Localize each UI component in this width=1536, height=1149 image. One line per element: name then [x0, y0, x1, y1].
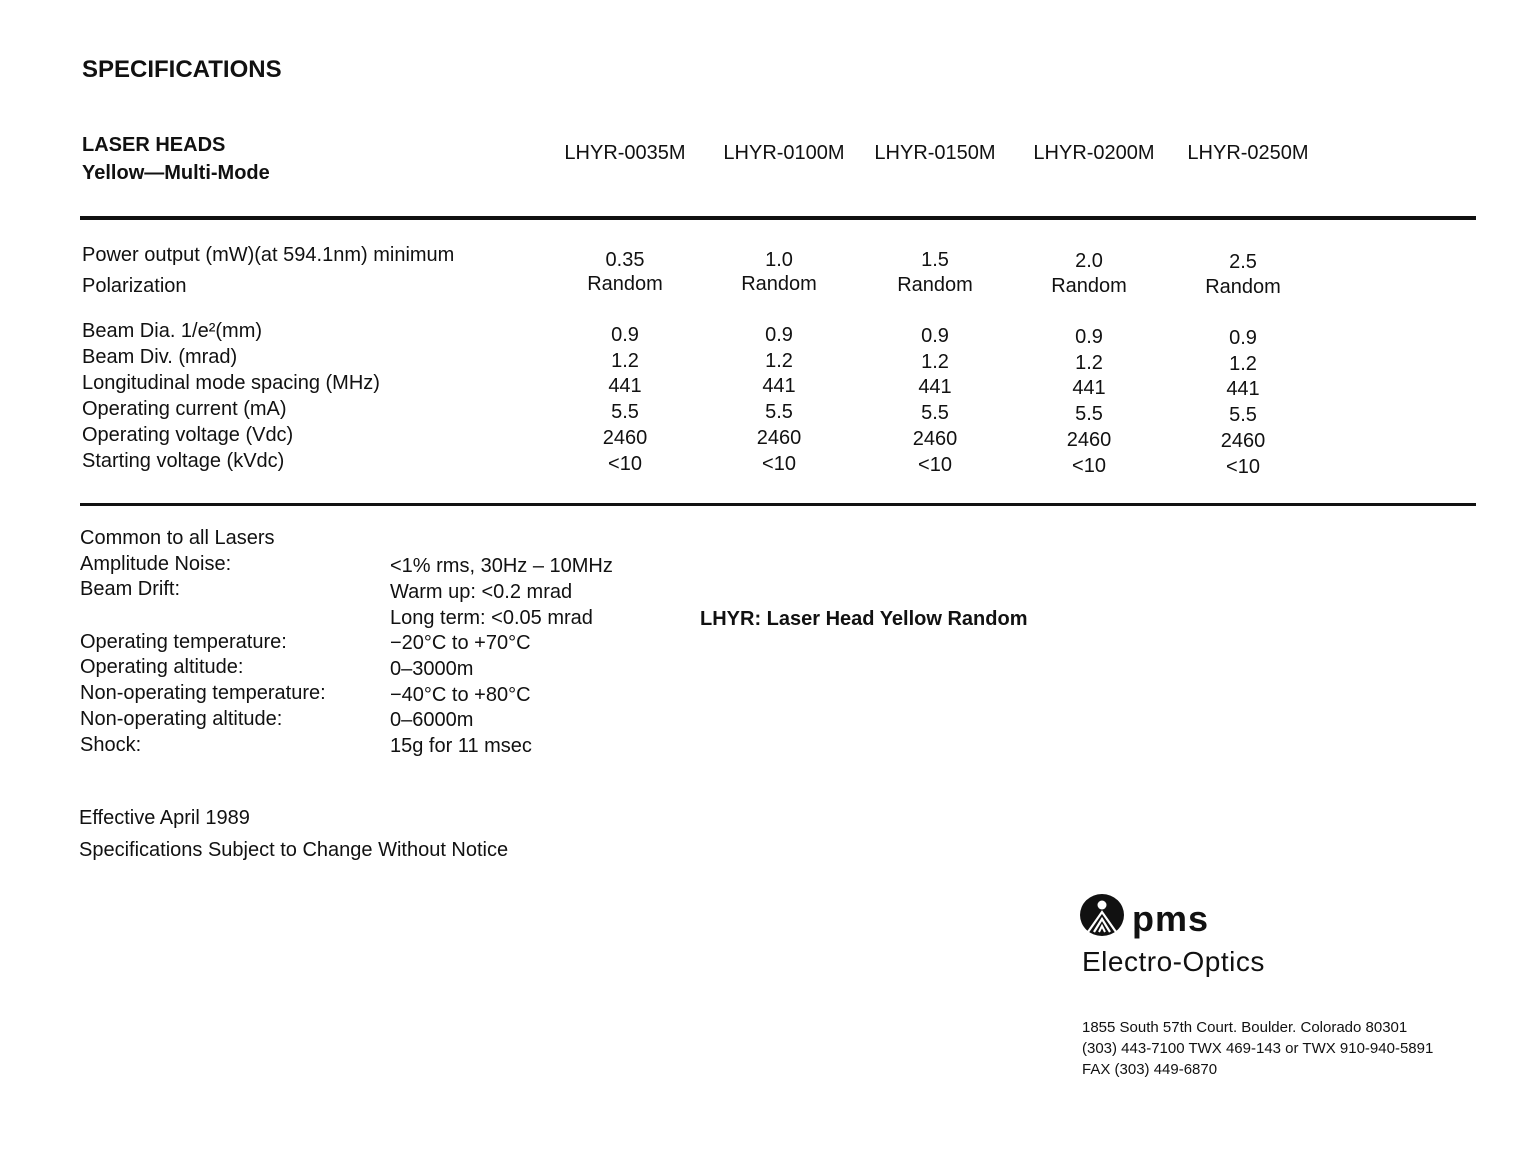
spec-row-label: Power output (mW)(at 594.1nm) minimum: [82, 244, 455, 266]
spec-cell: 2.0: [1075, 250, 1103, 272]
spec-cell: Random: [1051, 275, 1127, 297]
spec-row-label: Beam Div. (mrad): [82, 346, 238, 368]
spec-cell: 5.5: [921, 402, 949, 424]
spec-cell: Random: [897, 274, 973, 296]
spec-cell: 5.5: [611, 401, 639, 423]
spec-cell: <10: [608, 453, 642, 475]
spec-cell: 0.9: [921, 325, 949, 347]
spec-row-label: Operating current (mA): [82, 398, 287, 420]
spec-cell: 1.2: [1075, 352, 1103, 374]
model-header: LHYR-0100M: [723, 142, 845, 164]
company-name: pms: [1132, 898, 1210, 939]
spec-cell: Random: [587, 273, 663, 295]
spec-cell: 5.5: [1229, 404, 1257, 426]
spec-cell: <10: [918, 454, 952, 476]
change-notice: Specifications Subject to Change Without Notice: [79, 839, 509, 861]
company-division: Electro-Optics: [1082, 946, 1265, 977]
spec-cell: <10: [1072, 455, 1106, 477]
common-label: Amplitude Noise:: [80, 553, 232, 575]
common-label: Operating temperature:: [80, 631, 287, 653]
spec-row-label: Beam Dia. 1/e²(mm): [82, 320, 263, 342]
spec-cell: 1.2: [921, 351, 949, 373]
address-line: FAX (303) 449-6870: [1082, 1061, 1218, 1078]
spec-cell: <10: [1226, 456, 1260, 478]
laser-heads-subtitle: Yellow—Multi-Mode: [82, 162, 270, 184]
spec-cell: 441: [1226, 378, 1260, 400]
common-value: <1% rms, 30Hz – 10MHz: [390, 555, 613, 577]
spec-row-label: Longitudinal mode spacing (MHz): [82, 372, 380, 394]
spec-cell: 0.35: [605, 249, 645, 271]
spec-cell: 441: [762, 375, 796, 397]
spec-cell: 2460: [1066, 429, 1112, 451]
model-header: LHYR-0250M: [1187, 142, 1309, 164]
spec-cell: 1.2: [765, 350, 793, 372]
model-header: LHYR-0200M: [1033, 142, 1155, 164]
common-label: Non-operating altitude:: [80, 708, 283, 730]
model-header: LHYR-0150M: [874, 142, 996, 164]
spec-cell: 441: [1072, 377, 1106, 399]
common-value: Long term: <0.05 mrad: [390, 607, 593, 629]
spec-cell: Random: [1205, 276, 1281, 298]
spec-cell: 2460: [602, 427, 648, 449]
common-value: 0–3000m: [390, 658, 474, 680]
address-line: (303) 443-7100 TWX 469-143 or TWX 910-940-5891: [1082, 1040, 1434, 1057]
common-heading: Common to all Lasers: [80, 527, 275, 549]
spec-cell: 2460: [1220, 430, 1266, 452]
common-value: −40°C to +80°C: [390, 684, 531, 706]
spec-row-label: Polarization: [82, 275, 187, 297]
spec-cell: 441: [608, 375, 642, 397]
common-value: −20°C to +70°C: [390, 632, 531, 654]
spec-cell: 1.0: [765, 249, 793, 271]
top-rule: [80, 216, 1476, 220]
spec-cell: 2.5: [1229, 251, 1257, 273]
common-value: 0–6000m: [390, 709, 474, 731]
common-label: Beam Drift:: [80, 578, 181, 600]
common-value: Warm up: <0.2 mrad: [390, 581, 573, 603]
bottom-rule: [80, 503, 1476, 506]
spec-cell: 0.9: [1229, 327, 1257, 349]
spec-cell: Random: [741, 273, 817, 295]
pms-logo-icon: [1078, 892, 1126, 938]
spec-cell: 1.5: [921, 249, 949, 271]
spec-cell: 1.2: [611, 350, 639, 372]
laser-heads-label: LASER HEADS: [82, 134, 226, 156]
model-header: LHYR-0035M: [564, 142, 686, 164]
spec-cell: 0.9: [765, 324, 793, 346]
spec-cell: <10: [762, 453, 796, 475]
spec-row-label: Operating voltage (Vdc): [82, 424, 294, 446]
spec-cell: 5.5: [1075, 403, 1103, 425]
spec-row-label: Starting voltage (kVdc): [82, 450, 285, 472]
spec-cell: 0.9: [1075, 326, 1103, 348]
model-legend: LHYR: Laser Head Yellow Random: [700, 608, 1028, 630]
spec-cell: 2460: [912, 428, 958, 450]
common-value: 15g for 11 msec: [390, 735, 532, 757]
spec-cell: 441: [918, 376, 952, 398]
effective-date: Effective April 1989: [79, 807, 250, 829]
common-label: Non-operating temperature:: [80, 682, 326, 704]
spec-cell: 0.9: [611, 324, 639, 346]
page-title: SPECIFICATIONS: [82, 56, 282, 83]
common-label: Shock:: [80, 734, 142, 756]
spec-cell: 5.5: [765, 401, 793, 423]
spec-cell: 2460: [756, 427, 802, 449]
address-line: 1855 South 57th Court. Boulder. Colorado 80301: [1082, 1019, 1408, 1036]
spec-cell: 1.2: [1229, 353, 1257, 375]
common-label: Operating altitude:: [80, 656, 244, 678]
